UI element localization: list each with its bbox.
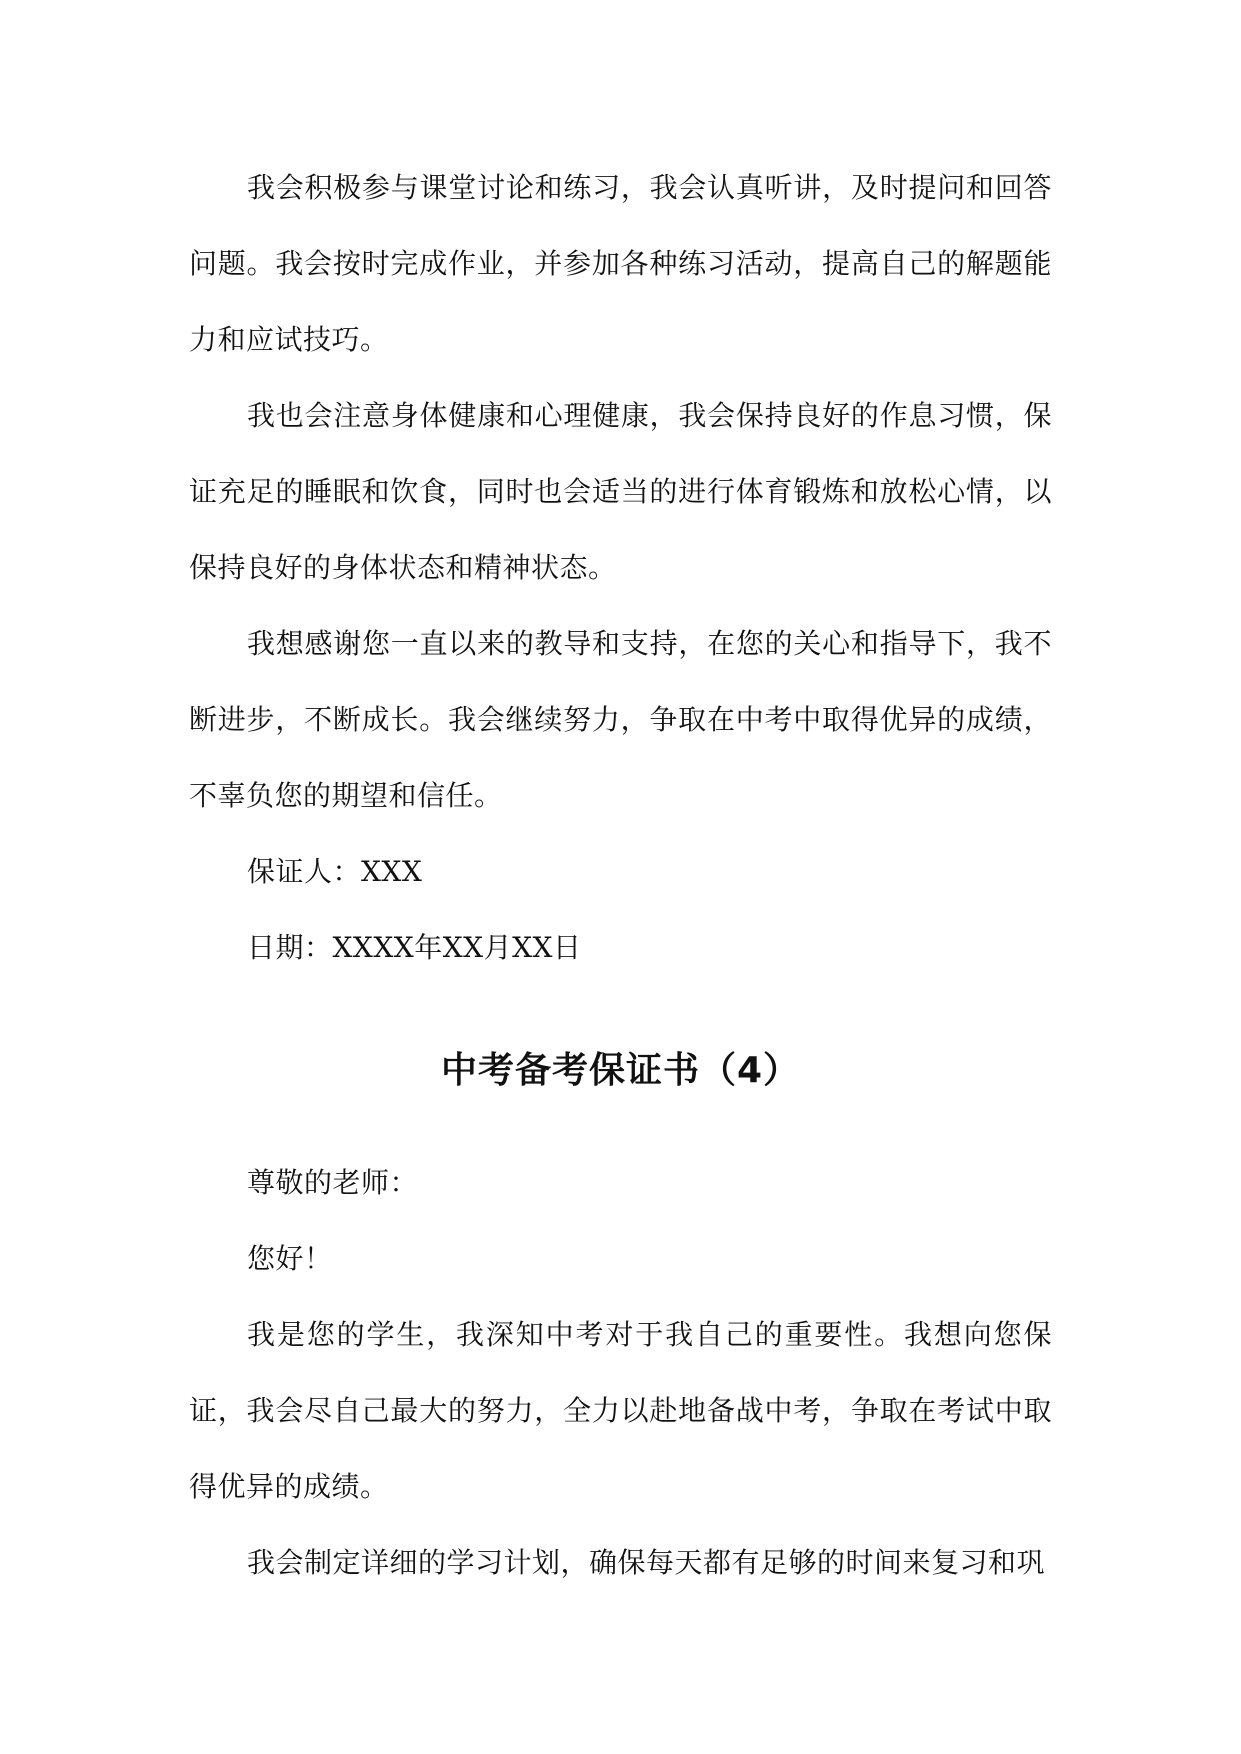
salutation-line: 尊敬的老师： (247, 1166, 419, 1199)
paragraph-health: 我也会注意身体健康和心理健康，我会保持良好的作息习惯，保证充足的睡眠和饮食，同时也会适当的进行体育锻炼和放松心情，以保持良好的身体状态和精神状态。 (189, 399, 1052, 584)
paragraph-thanks: 我想感谢您一直以来的教导和支持，在您的关心和指导下，我不断进步，不断成长。我会继续努力，争取在中考中取得优异的成绩，不辜负您的期望和信任。 (189, 627, 1052, 812)
title-spacer (189, 1093, 1052, 1145)
greeting-line: 您好！ (247, 1242, 333, 1275)
section-title: 中考备考保证书（4） (440, 1050, 801, 1091)
paragraph-commitment: 我是您的学生，我深知中考对于我自己的重要性。我想向您保证，我会尽自己最大的努力，全力以赴地备战中考，争取在考试中取得优异的成绩。 (189, 1318, 1052, 1503)
section-spacer (189, 986, 1052, 1042)
signer-line: 保证人：XXX (247, 855, 423, 888)
paragraph-participation: 我会积极参与课堂讨论和练习，我会认真听讲，及时提问和回答问题。我会按时完成作业，并参加各种练习活动，提高自己的解题能力和应试技巧。 (189, 171, 1052, 356)
date-line: 日期：XXXX年XX月XX日 (247, 931, 582, 964)
paragraph-study-plan: 我会制定详细的学习计划，确保每天都有足够的时间来复习和巩 (247, 1546, 1046, 1579)
document-body (189, 150, 1052, 1601)
